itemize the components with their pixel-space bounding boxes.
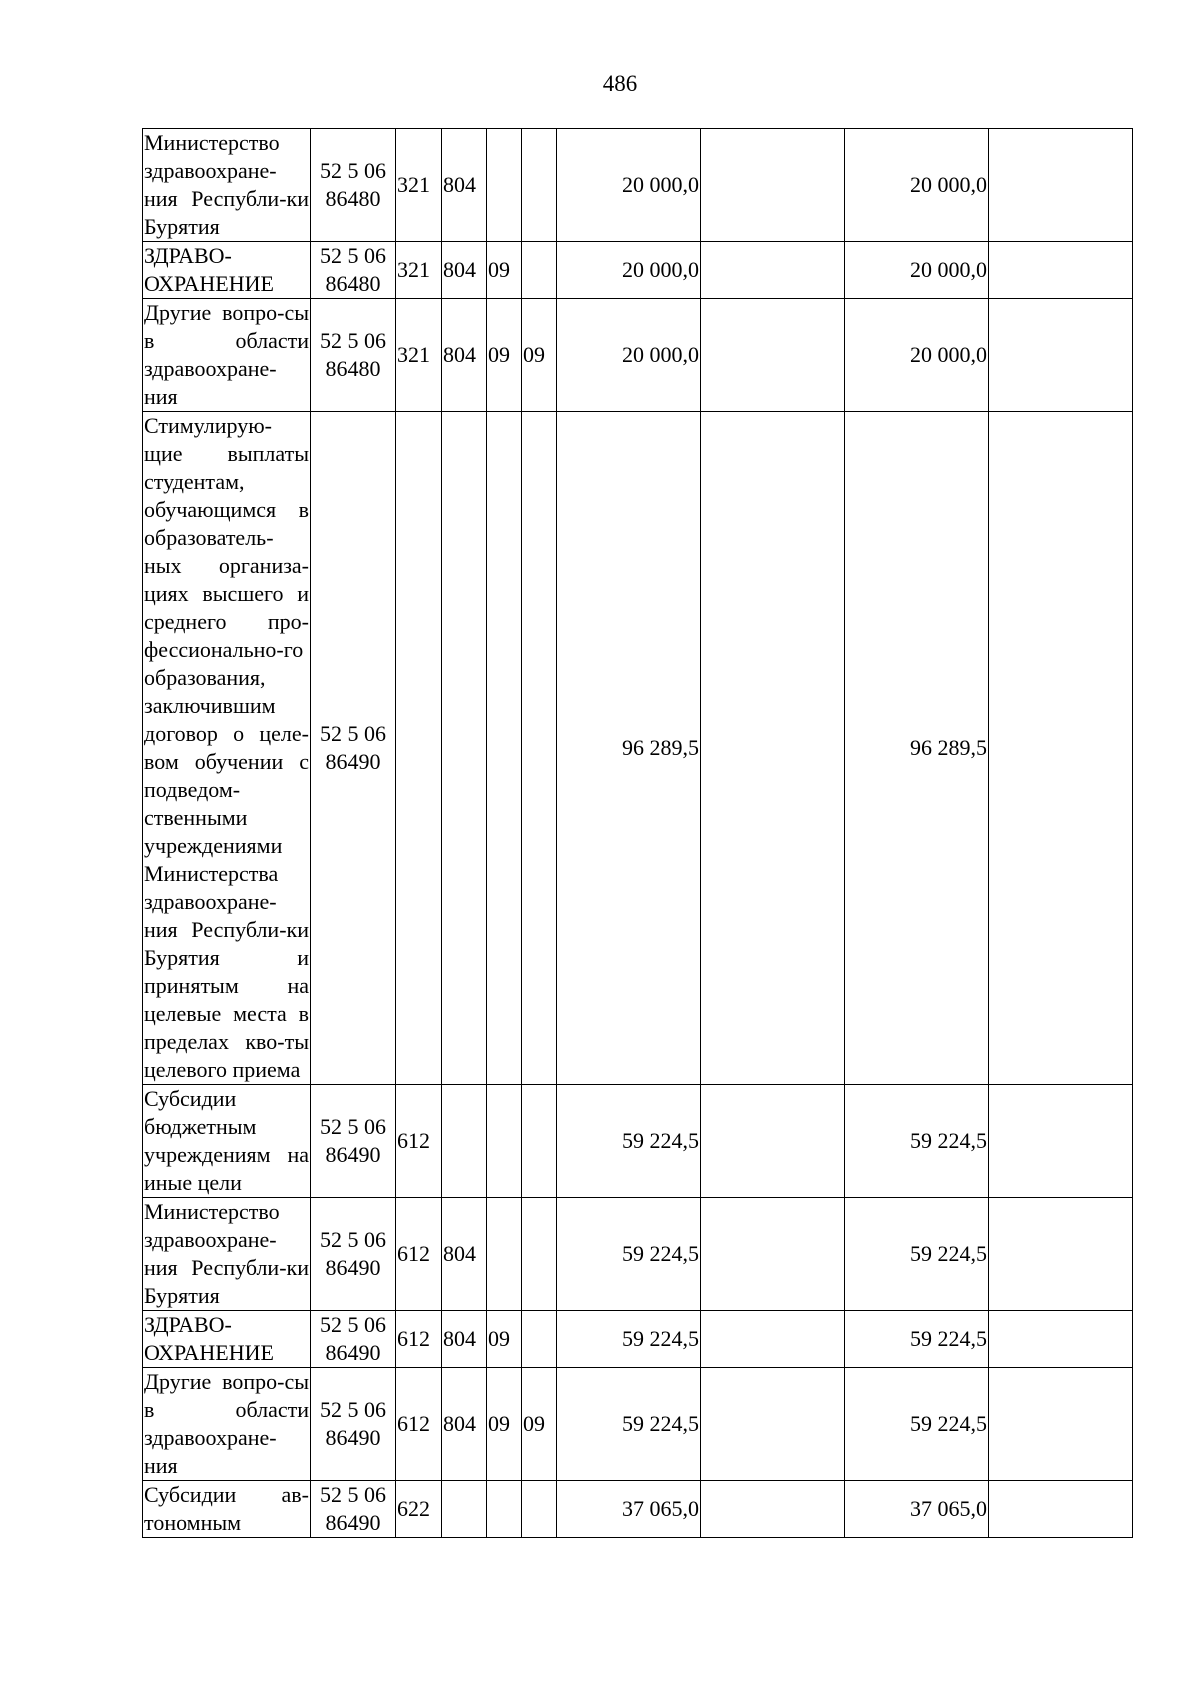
row-ved — [442, 412, 487, 1085]
row-sum-4 — [989, 1481, 1133, 1538]
row-sum-1: 20 000,0 — [557, 242, 701, 299]
row-ved — [442, 1085, 487, 1198]
row-sum-3: 96 289,5 — [845, 412, 989, 1085]
row-code — [311, 1085, 396, 1198]
row-pr — [522, 242, 557, 299]
row-sum-1: 37 065,0 — [557, 1481, 701, 1538]
row-vr: 612 — [396, 1085, 442, 1198]
row-sum-1: 20 000,0 — [557, 299, 701, 412]
row-rz — [487, 1481, 522, 1538]
table-row — [143, 129, 1133, 242]
code-line-1: 52 5 06 — [320, 328, 386, 353]
row-sum-1: 59 224,5 — [557, 1085, 701, 1198]
row-sum-3: 59 224,5 — [845, 1085, 989, 1198]
code-line-1: 52 5 06 — [320, 1312, 386, 1337]
table-row — [143, 1198, 1133, 1311]
row-ved: 804 — [442, 299, 487, 412]
row-rz — [487, 412, 522, 1085]
table-row — [143, 1368, 1133, 1481]
row-name: ЗДРАВО-ОХРАНЕНИЕ — [143, 242, 311, 299]
row-ved: 804 — [442, 129, 487, 242]
code-line-2: 86490 — [325, 1340, 381, 1365]
budget-table — [142, 128, 1133, 1538]
row-sum-1: 59 224,5 — [557, 1198, 701, 1311]
row-sum-1: 20 000,0 — [557, 129, 701, 242]
table-row — [143, 1311, 1133, 1368]
row-rz: 09 — [487, 1311, 522, 1368]
code-line-1: 52 5 06 — [320, 721, 386, 746]
row-code — [311, 1311, 396, 1368]
page-number: 486 — [602, 71, 638, 96]
row-code — [311, 1481, 396, 1538]
row-sum-2 — [701, 1198, 845, 1311]
row-sum-3: 20 000,0 — [845, 299, 989, 412]
row-rz: 09 — [487, 299, 522, 412]
row-sum-4 — [989, 1368, 1133, 1481]
row-name: Субсидии бюджетным учреждениям на иные цели — [143, 1085, 311, 1198]
row-code — [311, 129, 396, 242]
row-rz — [487, 1198, 522, 1311]
row-sum-3: 20 000,0 — [845, 129, 989, 242]
row-vr: 622 — [396, 1481, 442, 1538]
row-name: Другие вопро-сы в области здравоохране-ния — [143, 1368, 311, 1481]
row-pr — [522, 1085, 557, 1198]
row-sum-1: 59 224,5 — [557, 1368, 701, 1481]
row-sum-4 — [989, 299, 1133, 412]
row-pr: 09 — [522, 1368, 557, 1481]
row-rz — [487, 1085, 522, 1198]
row-pr: 09 — [522, 299, 557, 412]
row-sum-4 — [989, 1085, 1133, 1198]
row-code — [311, 1368, 396, 1481]
row-vr: 321 — [396, 299, 442, 412]
row-name: Субсидии ав-тономным — [143, 1481, 311, 1538]
row-name: Другие вопро-сы в области здравоохране-ния — [143, 299, 311, 412]
table-row — [143, 412, 1133, 1085]
row-sum-4 — [989, 1198, 1133, 1311]
row-sum-4 — [989, 129, 1133, 242]
row-rz: 09 — [487, 242, 522, 299]
row-sum-2 — [701, 1368, 845, 1481]
row-ved: 804 — [442, 1311, 487, 1368]
row-rz: 09 — [487, 1368, 522, 1481]
table-row — [143, 1085, 1133, 1198]
code-line-1: 52 5 06 — [320, 158, 386, 183]
code-line-1: 52 5 06 — [320, 1227, 386, 1252]
code-line-1: 52 5 06 — [320, 1482, 386, 1507]
code-line-2: 86480 — [325, 356, 381, 381]
row-ved: 804 — [442, 242, 487, 299]
row-sum-3: 59 224,5 — [845, 1368, 989, 1481]
code-line-2: 86480 — [325, 186, 381, 211]
code-line-2: 86490 — [325, 1255, 381, 1280]
row-sum-2 — [701, 299, 845, 412]
code-line-1: 52 5 06 — [320, 243, 386, 268]
row-vr: 612 — [396, 1198, 442, 1311]
row-sum-3: 59 224,5 — [845, 1198, 989, 1311]
code-line-1: 52 5 06 — [320, 1397, 386, 1422]
table-row — [143, 242, 1133, 299]
code-line-2: 86490 — [325, 1142, 381, 1167]
code-line-2: 86490 — [325, 749, 381, 774]
code-line-1: 52 5 06 — [320, 1114, 386, 1139]
row-sum-2 — [701, 412, 845, 1085]
row-name: Министерство здравоохране-ния Республи-ки Бурятия — [143, 1198, 311, 1311]
row-sum-2 — [701, 1085, 845, 1198]
row-pr — [522, 1311, 557, 1368]
row-vr: 612 — [396, 1311, 442, 1368]
row-ved: 804 — [442, 1368, 487, 1481]
row-vr — [396, 412, 442, 1085]
row-code — [311, 412, 396, 1085]
row-name: ЗДРАВО-ОХРАНЕНИЕ — [143, 1311, 311, 1368]
row-code — [311, 1198, 396, 1311]
row-code — [311, 299, 396, 412]
code-line-2: 86480 — [325, 271, 381, 296]
row-vr: 321 — [396, 129, 442, 242]
row-sum-1: 96 289,5 — [557, 412, 701, 1085]
row-pr — [522, 129, 557, 242]
row-ved — [442, 1481, 487, 1538]
table-row — [143, 299, 1133, 412]
row-pr — [522, 1198, 557, 1311]
row-sum-3: 20 000,0 — [845, 242, 989, 299]
row-pr — [522, 1481, 557, 1538]
row-code — [311, 242, 396, 299]
row-sum-1: 59 224,5 — [557, 1311, 701, 1368]
row-sum-2 — [701, 1481, 845, 1538]
table-row — [143, 1481, 1133, 1538]
row-sum-4 — [989, 242, 1133, 299]
row-sum-4 — [989, 1311, 1133, 1368]
code-line-2: 86490 — [325, 1425, 381, 1450]
row-sum-2 — [701, 1311, 845, 1368]
row-pr — [522, 412, 557, 1085]
row-name: Стимулирую-щие выплаты студентам, обучающимся в образователь-ных организа-циях высшего и среднего про-фессионально-го образования, заключившим договор о целе-вом обучении с подведом-ственными учреждениями Министерства здравоохране-ния Республи-ки Бурятия и принятым на целевые места в пределах кво-ты целевого приема — [143, 412, 311, 1085]
row-ved: 804 — [442, 1198, 487, 1311]
row-rz — [487, 129, 522, 242]
row-sum-3: 37 065,0 — [845, 1481, 989, 1538]
row-name: Министерство здравоохране-ния Республи-ки Бурятия — [143, 129, 311, 242]
row-sum-3: 59 224,5 — [845, 1311, 989, 1368]
row-sum-2 — [701, 242, 845, 299]
row-vr: 612 — [396, 1368, 442, 1481]
code-line-2: 86490 — [325, 1510, 381, 1535]
row-sum-2 — [701, 129, 845, 242]
row-vr: 321 — [396, 242, 442, 299]
row-sum-4 — [989, 412, 1133, 1085]
